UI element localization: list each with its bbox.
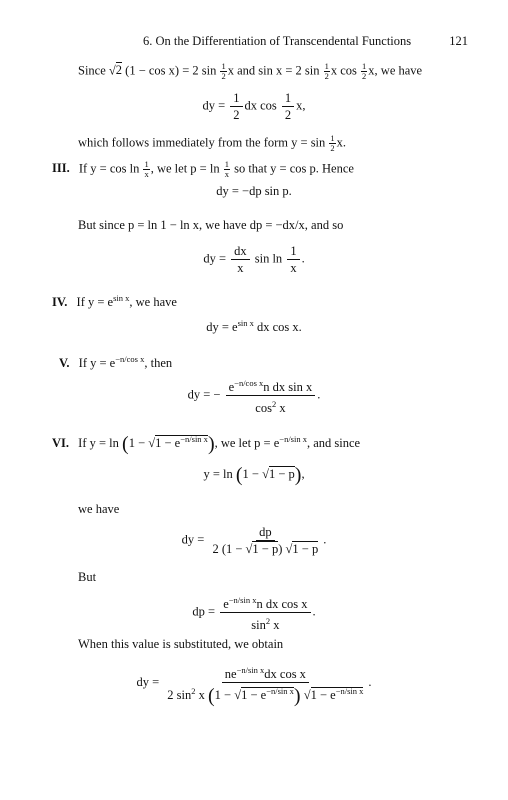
text-but: But — [78, 570, 97, 584]
item-vi: VI. If $y = \ln (1 - √1 - e^{-n/sin x})$, we let $p = e^{-n/sin x}$, and since — [52, 433, 361, 456]
text-since: Since √2 (1 − cos x) = 2 sin $\frac{1}{2}$ x and sin x = 2 sin $\frac{1}{2}$ x cos $\frac{1}{2}$ x, we have — [78, 61, 423, 81]
equation-8: dp = $\frac{e^{-n/sin x}n dx \cos x}{\sin^2 x}$ . — [192, 595, 316, 633]
header-title: 6. On the Differentiation of Transcendental Functions — [143, 34, 412, 48]
text-follows: which follows immediately from the form y = sin $\frac{1}{2}$ x. — [78, 133, 347, 153]
text-we-have: we have — [78, 502, 120, 516]
half-fraction: $\frac{1}{2}$ — [362, 61, 367, 81]
page-number: 121 — [449, 34, 468, 48]
equation-5: dy = − $\frac{e^{-n/cos x}n dx \sin x}{\cos^2 x}$ . — [187, 378, 321, 416]
item-label: VI. — [52, 436, 70, 451]
item-label: III. — [52, 161, 70, 176]
item-v: V. If $y = e^{-n/cos x}$, then — [59, 354, 173, 371]
equation-1: dy = $\frac{1}{2}$ dx cos $\frac{1}{2}$ x, — [202, 91, 306, 122]
equation-9: dy = $\frac{ne^{-n/sin x}dx \cos x}{2 \sin^2 x (1 - √1 - e^{-n/sin x}) √1 - e^{-n/sin x}}$ . — [136, 665, 372, 708]
text-but-since: But since p = ln 1 − ln x, we have dp = −dx/x, and so — [78, 218, 344, 232]
item-iv: IV. If $y = e^{sin x}$, we have — [52, 293, 177, 310]
equation-2: dy = −dp sin p. — [216, 184, 292, 198]
equation-6: y = ln (1 − √1 − p), — [203, 464, 305, 486]
equation-3: dy = $\frac{dx}{x}$ sin ln $\frac{1}{x}$ . — [203, 244, 305, 275]
item-label: IV. — [52, 295, 68, 310]
half-fraction: $\frac{1}{2}$ — [221, 61, 226, 81]
text-substituted: When this value is substituted, we obtain — [78, 637, 284, 651]
item-iii: III. If y = cos ln $\frac{1}{x}$ , we let p = ln $\frac{1}{x}$ so that y = cos p. Hence — [52, 159, 354, 179]
equation-4: dy = $e^{sin x}$ dx cos x. — [206, 318, 302, 335]
half-fraction: $\frac{1}{2}$ — [324, 61, 329, 81]
item-label: V. — [59, 356, 70, 371]
equation-7: dy = $\frac{dp}{2 (1 - √1 - p) √1 - p}$ . — [181, 525, 327, 556]
sqrt-2: 2 — [115, 63, 123, 78]
